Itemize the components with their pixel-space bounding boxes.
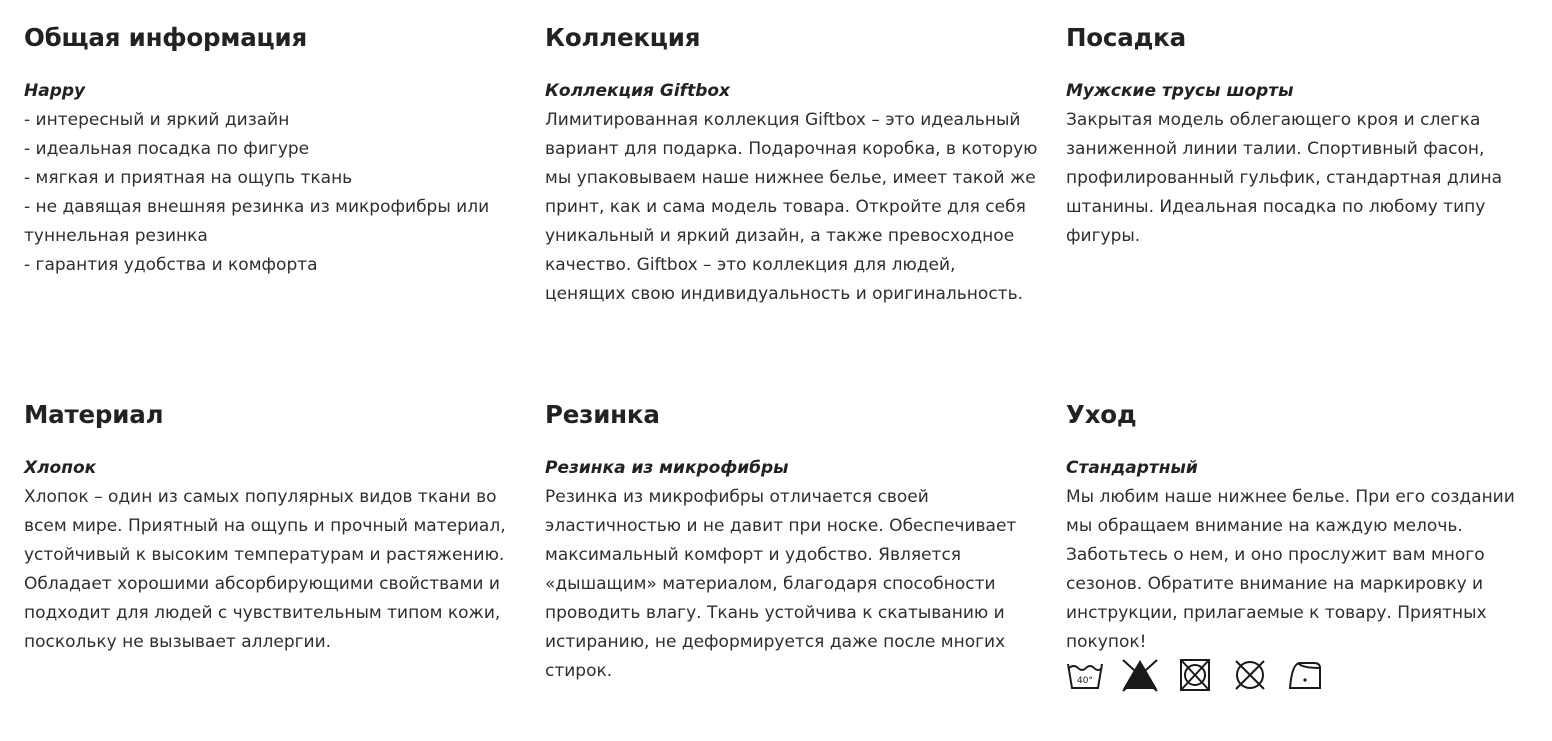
section-subtitle: Мужские трусы шорты bbox=[1066, 81, 1294, 101]
feature-item: - гарантия удобства и комфорта bbox=[24, 255, 318, 275]
section-subtitle: Резинка из микрофибры bbox=[545, 458, 789, 478]
no-bleach-icon bbox=[1121, 658, 1159, 692]
section-title: Уход bbox=[1066, 400, 1137, 429]
iron-low-icon bbox=[1286, 658, 1324, 692]
care-icons bbox=[1066, 658, 1536, 692]
section-subtitle: Хлопок bbox=[24, 458, 97, 478]
section-title: Общая информация bbox=[24, 23, 308, 52]
section-elastic bbox=[545, 397, 1040, 686]
section-text: Мы любим наше нижнее белье. При его создании мы обращаем внимание на каждую мелочь. Заботьтесь о нем, и оно прослужит вам много сезонов. Обратите внимание на маркировку и инструкции, прилагаемые к товару. Приятных покупок! bbox=[1066, 487, 1515, 652]
no-dry-clean-icon bbox=[1231, 658, 1269, 692]
wash-40-icon bbox=[1066, 658, 1104, 692]
section-general-info bbox=[24, 20, 519, 280]
feature-list bbox=[24, 106, 519, 280]
section-collection bbox=[545, 20, 1040, 309]
section-text: Резинка из микрофибры отличается своей эластичностью и не давит при носке. Обеспечивает максимальный комфорт и удобство. Является «дышащим» материалом, благодаря способности проводить влагу. Ткань устойчива к скатыванию и истиранию, не деформируется даже после многих стирок. bbox=[545, 487, 1017, 681]
section-subtitle: Стандартный bbox=[1066, 458, 1198, 478]
wash-temperature-label: 40° bbox=[1077, 676, 1093, 686]
feature-item: - не давящая внешняя резинка из микрофибры или туннельная резинка bbox=[24, 197, 490, 246]
section-subtitle: Happy bbox=[24, 81, 86, 101]
section-fit bbox=[1066, 20, 1536, 251]
section-care bbox=[1066, 397, 1536, 692]
section-material bbox=[24, 397, 519, 657]
feature-item: - идеальная посадка по фигуре bbox=[24, 139, 310, 159]
section-title: Резинка bbox=[545, 400, 660, 429]
feature-item: - мягкая и приятная на ощупь ткань bbox=[24, 168, 353, 188]
section-text: Закрытая модель облегающего кроя и слегка заниженной линии талии. Спортивный фасон, профилированный гульфик, стандартная длина штанины. Идеальная посадка по любому типу фигуры. bbox=[1066, 110, 1503, 246]
section-title: Коллекция bbox=[545, 23, 701, 52]
section-title: Материал bbox=[24, 400, 164, 429]
section-title: Посадка bbox=[1066, 23, 1186, 52]
section-text: Лимитированная коллекция Giftbox – это идеальный вариант для подарка. Подарочная коробка, в которую мы упаковываем наше нижнее белье, имеет такой же принт, как и сама модель товара. Откройте для себя уникальный и яркий дизайн, а также превосходное качество. Giftbox – это коллекция для людей, ценящих свою индивидуальность и оригинальность. bbox=[545, 110, 1038, 304]
feature-item: - интересный и яркий дизайн bbox=[24, 110, 290, 130]
no-tumble-dry-icon bbox=[1176, 658, 1214, 692]
section-text: Хлопок – один из самых популярных видов ткани во всем мире. Приятный на ощупь и прочный материал, устойчивый к высоким температурам и растяжению. Обладает хорошими абсорбирующими свойствами и подходит для людей с чувствительным типом кожи, поскольку не вызывает аллергии. bbox=[24, 487, 506, 652]
section-subtitle: Коллекция Giftbox bbox=[545, 81, 731, 101]
